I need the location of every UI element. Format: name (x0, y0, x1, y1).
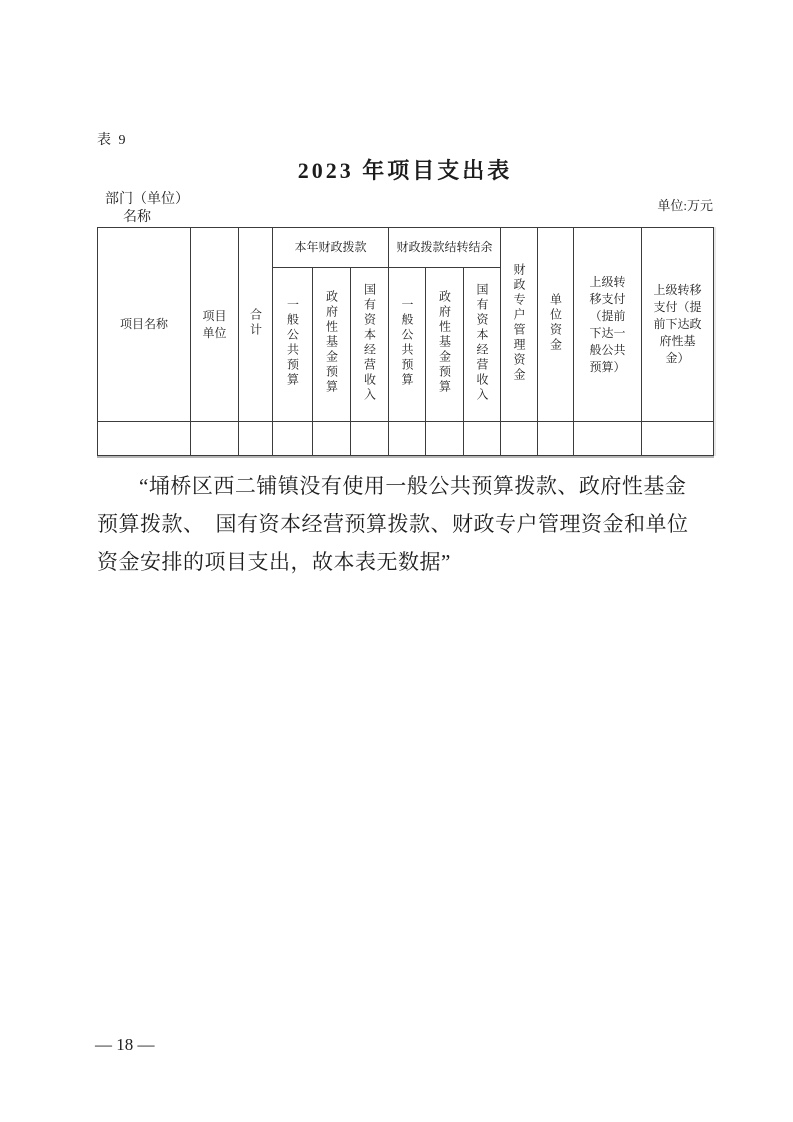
data-cell (273, 422, 313, 456)
data-cell (538, 422, 574, 456)
unit-of-measure-label: 单位:万元 (657, 198, 713, 213)
unit-funds-text: 单位资金 (548, 292, 563, 353)
document-content (97, 133, 713, 581)
subcol-current-government-fund-budget (313, 268, 351, 422)
fiscal-special-account-text: 财政专户管理资金 (512, 262, 527, 383)
col-header-unit-funds (538, 228, 574, 422)
note-line: “埇桥区西二铺镇没有使用一般公共预算拨款、政府性基金 (139, 474, 687, 498)
group-header-appropriation-carryover: 财政拨款结转结余 (389, 228, 501, 268)
total-text: 合计 (248, 307, 263, 338)
transfer-payment-gov-fund-text: 上级转移支付（提前下达政府性基金） (653, 283, 702, 365)
project-expenditure-table (97, 227, 714, 456)
subcol-current-state-capital-income (351, 268, 389, 422)
data-cell (464, 422, 501, 456)
government-fund-budget-text: 政府性基金预算 (324, 290, 339, 395)
subcol-current-general-public-budget (273, 268, 313, 422)
data-cell (191, 422, 239, 456)
note-paragraph (97, 467, 697, 581)
state-capital-income-text: 国有资本经营收入 (475, 282, 490, 403)
subcol-carryover-government-fund-budget (426, 268, 464, 422)
page-title: 2023 年项目支出表 (297, 158, 513, 183)
data-cell (642, 422, 714, 456)
data-cell (426, 422, 464, 456)
data-cell (239, 422, 273, 456)
note-line: 资金安排的项目支出，故本表无数据” (97, 550, 451, 574)
col-header-transfer-payment-general (574, 228, 642, 422)
general-public-budget-text: 一般公共预算 (400, 297, 415, 388)
note-line: 预算拨款、 国有资本经营预算拨款、财政专户管理资金和单位 (97, 512, 689, 536)
subcol-carryover-state-capital-income (464, 268, 501, 422)
col-header-project-name: 项目名称 (98, 228, 191, 422)
table-number-label: 表 9 (97, 133, 128, 148)
data-cell (351, 422, 389, 456)
subcol-carryover-general-public-budget (389, 268, 426, 422)
state-capital-income-text: 国有资本经营收入 (362, 282, 377, 403)
department-label-line2: 名称 (123, 210, 151, 225)
group-header-current-year-appropriation: 本年财政拨款 (273, 228, 389, 268)
general-public-budget-text: 一般公共预算 (285, 297, 300, 388)
data-cell (313, 422, 351, 456)
col-header-project-unit (191, 228, 239, 422)
department-label-line1: 部门（单位） (105, 192, 189, 207)
data-cell (501, 422, 538, 456)
government-fund-budget-text: 政府性基金预算 (437, 290, 452, 395)
data-cell (389, 422, 426, 456)
page-number: — 18 — (95, 1035, 155, 1054)
project-unit-text: 项目单位 (202, 308, 227, 340)
department-name-label (97, 191, 189, 227)
header-row-groups (98, 228, 714, 268)
col-header-transfer-payment-gov-fund (642, 228, 714, 422)
col-header-fiscal-special-account (501, 228, 538, 422)
table-row (98, 422, 714, 456)
data-cell (574, 422, 642, 456)
transfer-payment-general-text: 上级转移支付（提前下达一般公共预算） (589, 274, 626, 374)
table-meta-row (97, 191, 713, 227)
data-cell (98, 422, 191, 456)
col-header-total (239, 228, 273, 422)
